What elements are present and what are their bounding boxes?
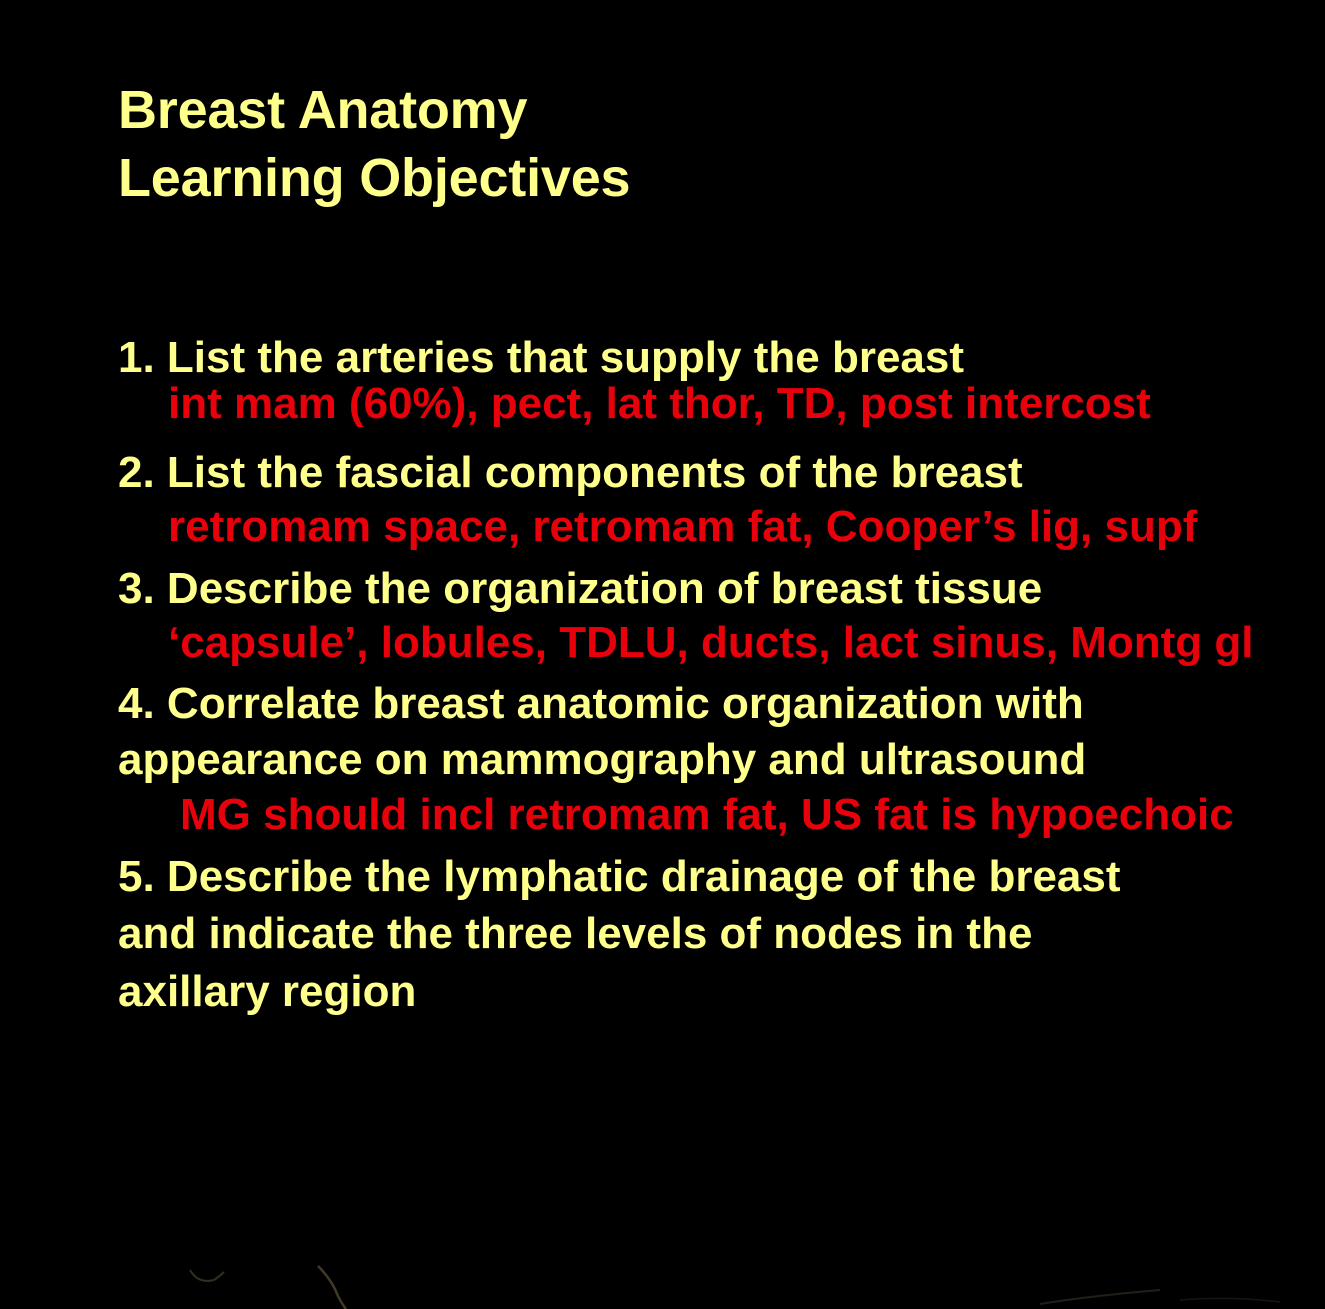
objective-text-line-2: and indicate the three levels of nodes in the — [118, 909, 1033, 958]
objective-answer: MG should incl retromam fat, US fat is hypoechoic — [180, 790, 1234, 839]
objective-text: 3. Describe the organization of breast tissue — [118, 564, 1043, 613]
objective-text-line-1: 5. Describe the lymphatic drainage of the breast — [118, 852, 1121, 901]
title-line-1: Breast Anatomy — [118, 80, 528, 140]
objective-answer: retromam space, retromam fat, Cooper’s lig, supf — [168, 502, 1198, 551]
objective-text-line-2: appearance on mammography and ultrasound — [118, 735, 1087, 784]
objective-answer: int mam (60%), pect, lat thor, TD, post intercost — [168, 379, 1151, 428]
objective-answer: ‘capsule’, lobules, TDLU, ducts, lact sinus, Montg gl — [168, 618, 1254, 667]
title-line-2: Learning Objectives — [118, 148, 631, 208]
objective-text-line-3: axillary region — [118, 967, 417, 1016]
objective-text: 2. List the fascial components of the breast — [118, 448, 1023, 497]
objective-text-line-1: 4. Correlate breast anatomic organization with — [118, 679, 1084, 728]
objective-text: 1. List the arteries that supply the breast — [118, 333, 965, 382]
